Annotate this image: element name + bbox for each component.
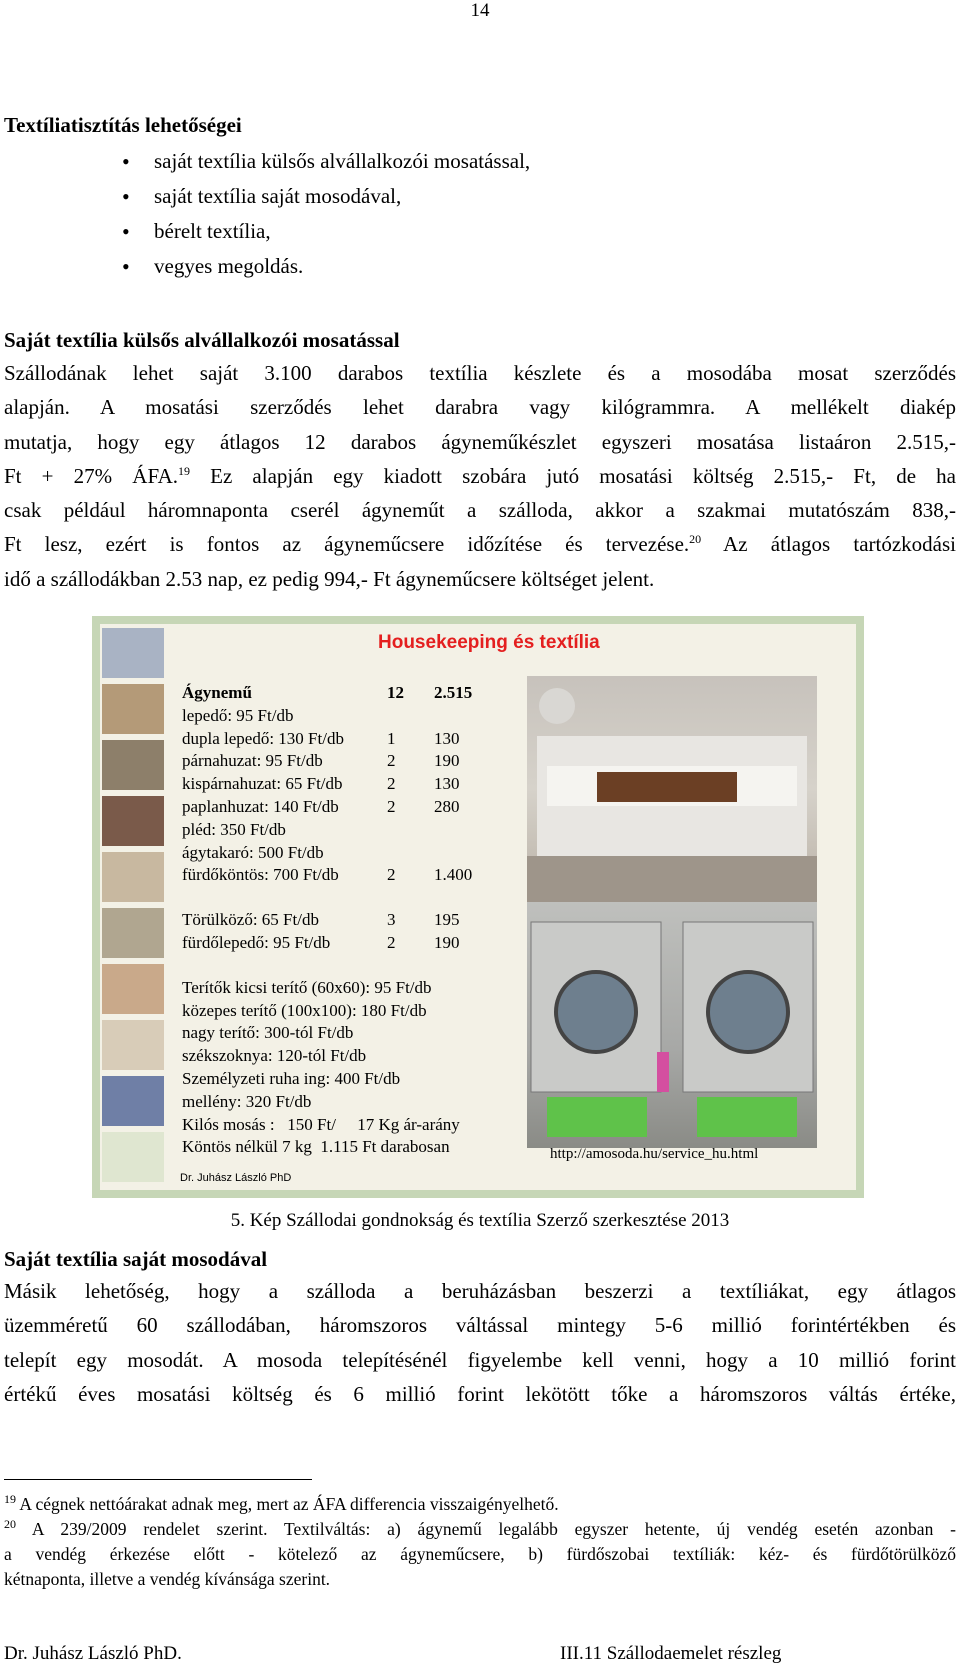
list-item: • vegyes megoldás. <box>0 249 530 284</box>
figure-title: Housekeeping és textília <box>378 632 600 653</box>
hotel-building-image <box>102 684 164 734</box>
table-row <box>182 1136 512 1159</box>
spacer <box>182 887 512 909</box>
table-cell: 1 <box>387 728 396 748</box>
cleaning-products-image <box>102 1132 164 1182</box>
table-cell: Kilós mosás : 150 Ft/ 17 Kg ár-arány <box>182 1114 460 1134</box>
table-row <box>182 932 512 955</box>
list-item: • saját textília külsős alvállalkozói mosatással, <box>0 144 530 179</box>
washing-machines-photo <box>527 902 817 1148</box>
paragraph-line: csak például háromnaponta cserél ágyneműt a szálloda, akkor a szakmai mutatószám 838,- <box>4 498 956 523</box>
cart-image <box>102 1076 164 1126</box>
footnote-line <box>4 1492 956 1517</box>
paragraph-line: Szállodának lehet saját 3.100 darabos textília készlete és a mosodába mosat szerződés <box>4 361 956 385</box>
source-url: http://amosoda.hu/service_hu.html <box>550 1146 759 1162</box>
table-header-row <box>182 682 512 705</box>
table-row <box>182 705 512 728</box>
table-cell: közepes terítő (100x100): 180 Ft/db <box>182 1000 427 1020</box>
table-cell: 12 <box>387 683 404 702</box>
table-cell: Terítők kicsi terítő (60x60): 95 Ft/db <box>182 977 432 997</box>
housekeeping-figure <box>92 616 864 1198</box>
washing-machines-illustration <box>527 902 817 1148</box>
paragraph-line: üzemméretű 60 szállodában, háromszoros váltással mintegy 5-6 millió forintértékben és <box>4 1313 956 1338</box>
table-row <box>182 773 512 796</box>
table-row <box>182 1022 512 1045</box>
footnote-line: a vendég érkezése előtt - kötelező az ágyneműcsere, b) fürdőszobai textíliák: kéz- és fürdőtörülköző <box>4 1544 956 1564</box>
hotel-exterior-image <box>102 740 164 790</box>
paragraph-line: alapján. A mosatási szerződés lehet darabra vagy kilógrammra. A mellékelt diakép <box>4 395 956 420</box>
table-cell: 3 <box>387 910 396 930</box>
lobby-image <box>102 852 164 902</box>
paragraph-text: Ez alapján egy kiadott szobára jutó mosatási költség 2.515,- Ft, de ha <box>210 463 956 488</box>
footnote-ref-19[interactable]: 19 <box>177 463 190 478</box>
paragraph-external-laundry <box>4 356 956 596</box>
table-cell: Személyzeti ruha ing: 400 Ft/db <box>182 1068 401 1088</box>
table-cell: Törülköző: 65 Ft/db <box>182 910 319 930</box>
table-cell: fürdőköntös: 700 Ft/db <box>182 865 339 885</box>
paragraph-line: idő a szállodákban 2.53 nap, ez pedig 994,- Ft ágyneműcsere költséget jelent. <box>4 566 655 591</box>
paragraph-line: Másik lehetőség, hogy a szálloda a beruházásban beszerzi a textíliákat, egy átlagos <box>4 1279 956 1303</box>
table-row <box>182 842 512 865</box>
table-cell: nagy terítő: 300-tól Ft/db <box>182 1023 354 1043</box>
table-cell: 280 <box>434 796 460 816</box>
spacer <box>182 955 512 977</box>
table-row <box>182 1000 512 1023</box>
table-row <box>182 750 512 773</box>
portrait-image <box>102 628 164 678</box>
paragraph-line: mutatja, hogy egy átlagos 12 darabos ágyneműkészlet egyszeri mosatása listaáron 2.515,- <box>4 429 956 454</box>
figure-caption: 5. Kép Szállodai gondnokság és textília Szerző szerkesztése 2013 <box>230 1210 730 1231</box>
footnote-text: A cégnek nettóárakat adnak meg, mert az ÁFA differencia visszaigényelhető. <box>19 1494 559 1514</box>
table-row <box>182 864 512 887</box>
table-row <box>182 909 512 932</box>
figure-author: Dr. Juhász László PhD <box>180 1172 292 1184</box>
paragraph-text: Ft lesz, ezért is fontos az ágyneműcsere időzítése és tervezése. <box>4 532 690 557</box>
maid-image <box>102 1020 164 1070</box>
paragraph-line: értékű éves mosatási költség és 6 millió forint lekötött tőke a háromszoros váltás értéke, <box>4 1381 956 1406</box>
table-row <box>182 1068 512 1091</box>
footer-author: Dr. Juhász László PhD. <box>4 1643 182 1664</box>
table-cell: Ágynemű <box>182 683 252 702</box>
table-cell: 2 <box>387 774 396 794</box>
table-row <box>182 1091 512 1114</box>
section-heading-external-laundry: Saját textília külsős alvállalkozói mosatással <box>4 328 400 352</box>
thumbnail-strip <box>102 628 164 1188</box>
page-number: 14 <box>470 0 490 21</box>
paragraph-line <box>4 459 956 493</box>
table-cell: Köntös nélkül 7 kg 1.115 Ft darabosan <box>182 1137 450 1157</box>
table-cell: 2 <box>387 796 396 816</box>
table-row <box>182 977 512 1000</box>
footnote-ref-20[interactable]: 20 <box>689 532 702 547</box>
section-heading-own-laundry: Saját textília saját mosodával <box>4 1247 268 1271</box>
table-cell: paplanhuzat: 140 Ft/db <box>182 796 339 816</box>
footnote-number: 20 <box>4 1517 16 1532</box>
table-cell: pléd: 350 Ft/db <box>182 819 286 839</box>
table-row <box>182 819 512 842</box>
bedroom-image <box>102 964 164 1014</box>
paragraph-line <box>4 527 956 561</box>
table-cell: 190 <box>434 751 460 771</box>
table-cell: 2.515 <box>434 683 473 702</box>
footnotes <box>4 1492 956 1592</box>
table-cell: párnahuzat: 95 Ft/db <box>182 751 323 771</box>
table-cell: kispárnahuzat: 65 Ft/db <box>182 774 343 794</box>
table-cell: 190 <box>434 932 460 952</box>
table-cell: dupla lepedő: 130 Ft/db <box>182 728 344 748</box>
footnote-line: kétnaponta, illetve a vendég kívánsága szerint. <box>4 1569 331 1589</box>
table-cell: székszoknya: 120-tól Ft/db <box>182 1046 367 1066</box>
footnote-19 <box>4 1492 956 1517</box>
ironing-machine-photo <box>527 676 817 902</box>
table-cell: mellény: 320 Ft/db <box>182 1091 312 1111</box>
bell-image <box>102 908 164 958</box>
footnote-20 <box>4 1517 956 1592</box>
table-cell: ágytakaró: 500 Ft/db <box>182 842 324 862</box>
table-cell: fürdőlepedő: 95 Ft/db <box>182 932 331 952</box>
footer-section: III.11 Szállodaemelet részleg <box>560 1643 782 1664</box>
table-cell: 2 <box>387 932 396 952</box>
footnote-line <box>4 1517 956 1542</box>
paragraph-text: Az átlagos tartózkodási <box>723 532 956 557</box>
price-table <box>182 682 512 1159</box>
table-cell: 130 <box>434 728 460 748</box>
footnote-number: 19 <box>4 1492 16 1507</box>
table-row <box>182 796 512 819</box>
section-heading-textile-cleaning: Textíliatisztítás lehetőségei <box>4 113 242 137</box>
footnote-divider <box>4 1479 312 1480</box>
table-cell: lepedő: 95 Ft/db <box>182 705 294 725</box>
table-row <box>182 728 512 751</box>
reception-image <box>102 796 164 846</box>
ironing-machine-illustration <box>527 676 817 902</box>
figure-slide <box>100 624 856 1190</box>
paragraph-line: telepít egy mosodát. A mosoda telepítésénél figyelembe kell venni, hogy a 10 millió forint <box>4 1347 956 1372</box>
table-row <box>182 1114 512 1137</box>
options-bullet-list <box>0 144 530 284</box>
list-item: • saját textília saját mosodával, <box>0 179 530 214</box>
table-cell: 1.400 <box>434 865 473 885</box>
table-cell: 2 <box>387 751 396 771</box>
table-cell: 130 <box>434 774 460 794</box>
paragraph-own-laundry <box>4 1274 956 1411</box>
table-cell: 2 <box>387 865 396 885</box>
list-item: • bérelt textília, <box>0 214 530 249</box>
footnote-text: A 239/2009 rendelet szerint. Textilváltás: a) ágynemű legalább egyszer hetente, új vendég esetén azonban - <box>31 1519 956 1539</box>
table-cell: 195 <box>434 910 460 930</box>
paragraph-text: Ft + 27% ÁFA. <box>4 463 178 488</box>
table-row <box>182 1045 512 1068</box>
